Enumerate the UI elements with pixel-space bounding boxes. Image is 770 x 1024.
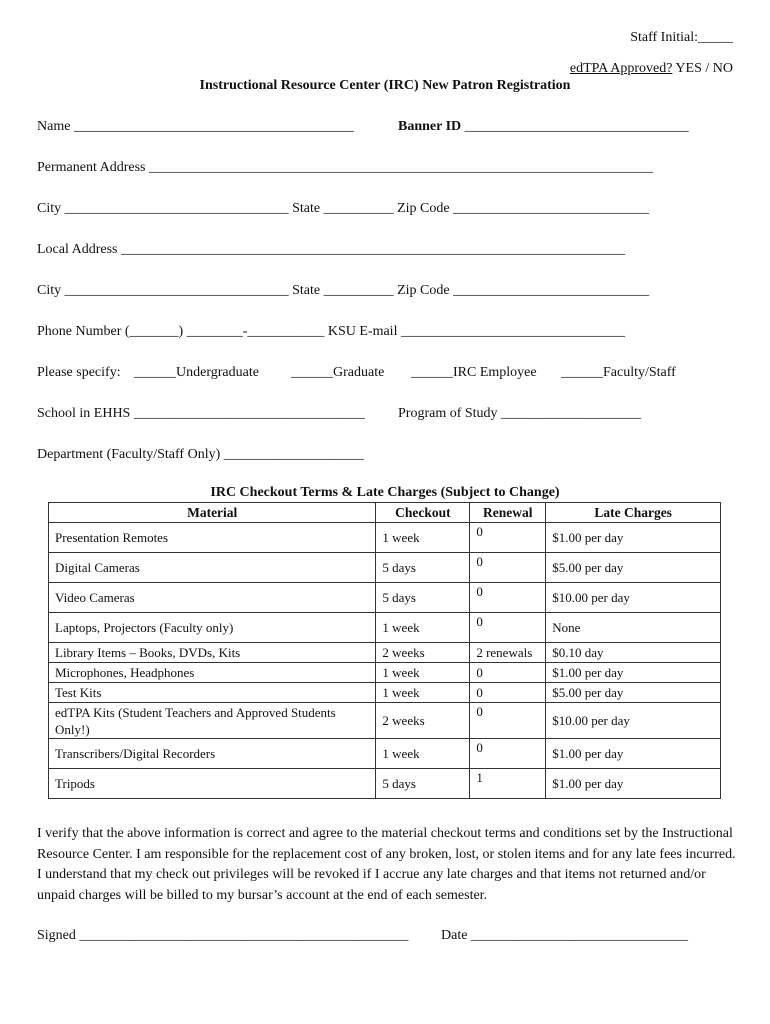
- name-field[interactable]: Name ________________________________________: [37, 119, 354, 134]
- checkout-cell: 2 weeks: [376, 643, 470, 663]
- checkout-cell: 1 week: [376, 613, 470, 643]
- date-line-tail[interactable]: ___________: [610, 928, 688, 943]
- table-row: [49, 683, 721, 703]
- staff-initial-field[interactable]: Staff Initial:_____: [630, 30, 733, 45]
- checkout-cell: 1 week: [376, 683, 470, 703]
- checkout-cell: 1 week: [376, 523, 470, 553]
- table-row: [49, 643, 721, 663]
- renewal-cell: 1: [470, 769, 546, 799]
- material-cell: Laptops, Projectors (Faculty only): [49, 613, 376, 643]
- checkout-cell: 2 weeks: [376, 703, 470, 739]
- page-title: Instructional Resource Center (IRC) New Patron Registration: [199, 78, 571, 93]
- late-charges-cell: $1.00 per day: [546, 523, 721, 553]
- table-row: [49, 703, 721, 739]
- renewal-cell: 0: [470, 523, 546, 553]
- renewal-cell: 0: [470, 583, 546, 613]
- material-cell: Presentation Remotes: [49, 523, 376, 553]
- banner-id-line[interactable]: ________________________________: [461, 119, 689, 134]
- please-specify-label: Please specify:: [37, 365, 121, 380]
- material-cell: Transcribers/Digital Recorders: [49, 739, 376, 769]
- specify-irc-employee[interactable]: ______IRC Employee: [411, 365, 537, 380]
- renewal-cell: 0: [470, 663, 546, 683]
- material-cell: Library Items – Books, DVDs, Kits: [49, 643, 376, 663]
- table-row: [49, 553, 721, 583]
- banner-id-label: Banner ID: [398, 119, 462, 134]
- city-state-zip-local[interactable]: City ________________________________ State __________ Zip Code ____________________________: [37, 283, 650, 298]
- material-cell: Microphones, Headphones: [49, 663, 376, 683]
- column-header-late-charges: Late Charges: [546, 503, 721, 523]
- renewal-cell: 0: [470, 683, 546, 703]
- checkout-cell: 1 week: [376, 663, 470, 683]
- table-row: [49, 613, 721, 643]
- late-charges-cell: $1.00 per day: [546, 739, 721, 769]
- checkout-cell: 5 days: [376, 553, 470, 583]
- late-charges-cell: None: [546, 613, 721, 643]
- local-address-field[interactable]: Local Address ________________________________________________________________________: [37, 242, 625, 257]
- column-header-renewal: Renewal: [470, 503, 546, 523]
- school-field[interactable]: School in EHHS _________________________________: [37, 406, 365, 421]
- table-row: [49, 583, 721, 613]
- department-field[interactable]: Department (Faculty/Staff Only) ____________________: [37, 447, 364, 462]
- edtpa-approved-line: [570, 61, 733, 77]
- permanent-address-field[interactable]: Permanent Address ________________________________________________________________________: [37, 160, 653, 175]
- specify-graduate[interactable]: ______Graduate: [291, 365, 385, 380]
- table-row: [49, 663, 721, 683]
- specify-faculty-staff[interactable]: ______Faculty/Staff: [561, 365, 676, 380]
- table-row: [49, 769, 721, 799]
- late-charges-cell: $1.00 per day: [546, 663, 721, 683]
- renewal-cell: 0: [470, 703, 546, 739]
- checkout-cell: 5 days: [376, 583, 470, 613]
- late-charges-cell: $10.00 per day: [546, 703, 721, 739]
- renewal-cell: 0: [470, 613, 546, 643]
- phone-email-field[interactable]: Phone Number (_______) ________-___________ KSU E-mail ________________________________: [37, 324, 625, 339]
- table-row: [49, 739, 721, 769]
- late-charges-cell: $5.00 per day: [546, 553, 721, 583]
- edtpa-approved-label: edTPA Approved?: [569, 61, 673, 76]
- renewal-cell: 2 renewals: [470, 643, 546, 663]
- material-cell: Digital Cameras: [49, 553, 376, 583]
- date-field[interactable]: [441, 928, 688, 944]
- signature-field[interactable]: Signed _______________________________________________: [37, 928, 409, 943]
- edtpa-approved-options[interactable]: YES / NO: [672, 61, 733, 76]
- renewal-cell: 0: [470, 739, 546, 769]
- terms-table: [48, 502, 721, 799]
- terms-title: IRC Checkout Terms & Late Charges (Subject to Change): [210, 485, 560, 500]
- checkout-cell: 1 week: [376, 739, 470, 769]
- city-state-zip-permanent[interactable]: City ________________________________ State __________ Zip Code ____________________________: [37, 201, 650, 216]
- table-row: [49, 523, 721, 553]
- material-cell: edTPA Kits (Student Teachers and Approved Students Only!): [49, 703, 376, 739]
- late-charges-cell: $10.00 per day: [546, 583, 721, 613]
- program-of-study-field[interactable]: Program of Study ____________________: [398, 406, 642, 421]
- late-charges-cell: $5.00 per day: [546, 683, 721, 703]
- table-header-row: [49, 503, 721, 523]
- material-cell: Test Kits: [49, 683, 376, 703]
- late-charges-cell: $1.00 per day: [546, 769, 721, 799]
- specify-undergraduate[interactable]: ______Undergraduate: [134, 365, 259, 380]
- material-cell: Video Cameras: [49, 583, 376, 613]
- column-header-material: Material: [49, 503, 376, 523]
- material-cell: Tripods: [49, 769, 376, 799]
- banner-id-field[interactable]: [398, 119, 689, 135]
- renewal-cell: 0: [470, 553, 546, 583]
- late-charges-cell: $0.10 day: [546, 643, 721, 663]
- date-line[interactable]: Date ____________________: [441, 928, 611, 943]
- column-header-checkout: Checkout: [376, 503, 470, 523]
- checkout-cell: 5 days: [376, 769, 470, 799]
- agreement-paragraph: I verify that the above information is correct and agree to the material checkout terms and conditions set by the Instructional Resource Center. I am responsible for the replacement cost of any broken, lost, or stolen items and for any late fees incurred. I understand that my check out privileges will be revoked if I accrue any late charges and that items not returned and/or unpaid charges will be billed to my bursar’s account at the end of each semester.: [37, 826, 736, 903]
